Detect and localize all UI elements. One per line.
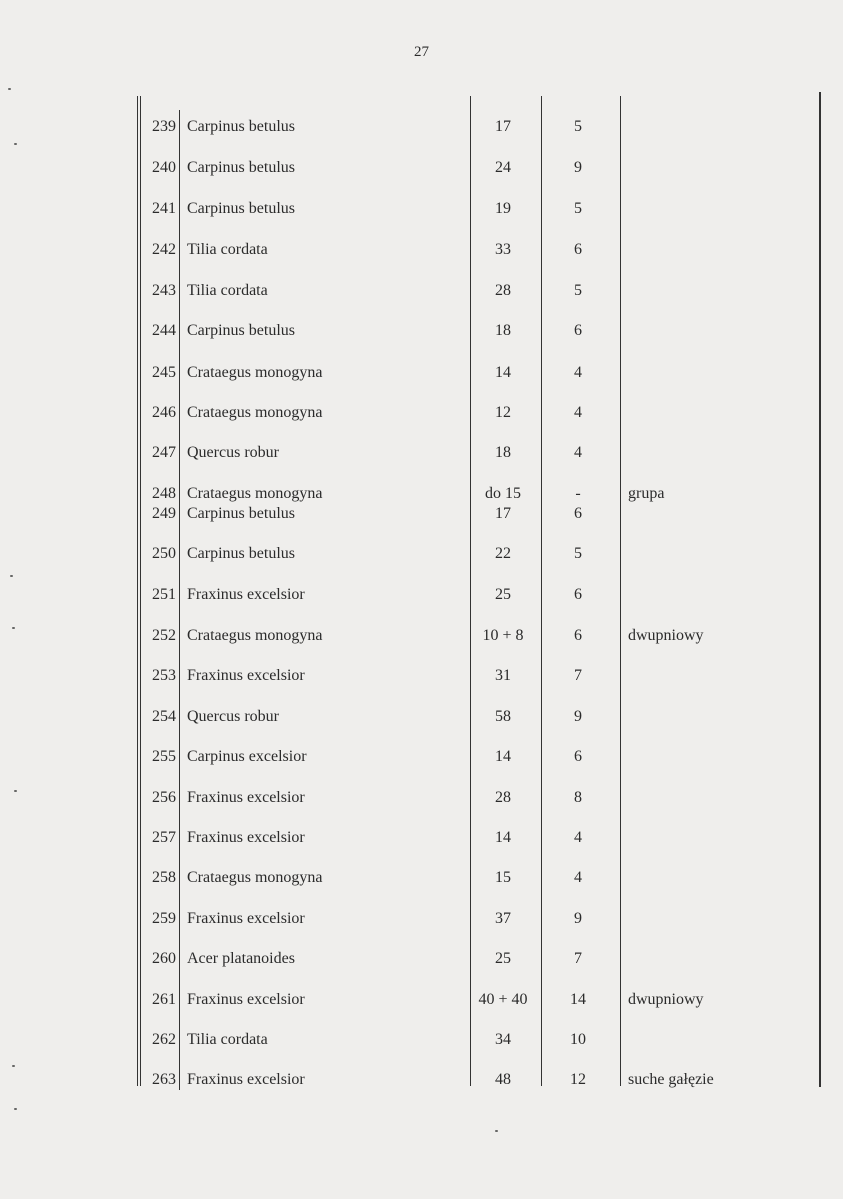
species-name: Fraxinus excelsior <box>187 586 305 603</box>
row-number: 242 <box>152 241 176 258</box>
row-number: 245 <box>152 364 176 381</box>
tree-height: 4 <box>574 869 582 886</box>
scan-speck <box>14 790 17 792</box>
trunk-diameter: 15 <box>495 869 511 886</box>
row-number: 251 <box>152 586 176 603</box>
row-number: 249 <box>152 505 176 522</box>
tree-height: 6 <box>574 748 582 765</box>
scan-speck <box>495 1130 498 1132</box>
trunk-diameter: 37 <box>495 910 511 927</box>
trunk-diameter: 10 + 8 <box>482 627 524 644</box>
tree-height: 5 <box>574 118 582 135</box>
scan-speck <box>12 627 15 629</box>
row-number: 248 <box>152 485 176 502</box>
tree-height: 5 <box>574 200 582 217</box>
scan-speck <box>14 1108 17 1110</box>
trunk-diameter: 12 <box>495 404 511 421</box>
species-name: Tilia cordata <box>187 241 268 258</box>
tree-height: 6 <box>574 505 582 522</box>
remark: grupa <box>628 485 665 502</box>
scan-speck <box>14 143 17 145</box>
species-name: Crataegus monogyna <box>187 627 323 644</box>
tree-height: 4 <box>574 444 582 461</box>
row-number: 263 <box>152 1071 176 1088</box>
species-name: Carpinus excelsior <box>187 748 307 765</box>
scan-speck <box>12 1065 15 1067</box>
row-number: 257 <box>152 829 176 846</box>
species-name: Quercus robur <box>187 708 279 725</box>
tree-height: 6 <box>574 627 582 644</box>
tree-height: 6 <box>574 322 582 339</box>
tree-height: 7 <box>574 950 582 967</box>
tree-height: 12 <box>570 1071 586 1088</box>
scan-speck <box>10 575 13 577</box>
trunk-diameter: 14 <box>495 364 511 381</box>
tree-height: - <box>575 485 581 502</box>
row-number: 243 <box>152 282 176 299</box>
species-name: Fraxinus excelsior <box>187 829 305 846</box>
row-number: 253 <box>152 667 176 684</box>
row-number: 239 <box>152 118 176 135</box>
trunk-diameter: 24 <box>495 159 511 176</box>
trunk-diameter: 19 <box>495 200 511 217</box>
tree-height: 14 <box>570 991 586 1008</box>
scan-speck <box>8 88 11 90</box>
species-name: Tilia cordata <box>187 1031 268 1048</box>
row-number: 241 <box>152 200 176 217</box>
row-number: 262 <box>152 1031 176 1048</box>
tree-height: 5 <box>574 545 582 562</box>
row-number: 261 <box>152 991 176 1008</box>
species-name: Carpinus betulus <box>187 545 295 562</box>
trunk-diameter: 17 <box>495 505 511 522</box>
table-right-border <box>819 92 821 1087</box>
row-number: 254 <box>152 708 176 725</box>
column-divider-height <box>620 96 621 1086</box>
trunk-diameter: 31 <box>495 667 511 684</box>
species-name: Carpinus betulus <box>187 322 295 339</box>
trunk-diameter: 28 <box>495 282 511 299</box>
species-name: Fraxinus excelsior <box>187 1071 305 1088</box>
row-number: 260 <box>152 950 176 967</box>
trunk-diameter: 28 <box>495 789 511 806</box>
species-name: Crataegus monogyna <box>187 404 323 421</box>
trunk-diameter: 18 <box>495 322 511 339</box>
tree-height: 10 <box>570 1031 586 1048</box>
trunk-diameter: 14 <box>495 829 511 846</box>
species-name: Quercus robur <box>187 444 279 461</box>
species-name: Crataegus monogyna <box>187 364 323 381</box>
species-name: Carpinus betulus <box>187 505 295 522</box>
remark: suche gałęzie <box>628 1071 714 1088</box>
row-number: 258 <box>152 869 176 886</box>
column-divider-number <box>179 110 180 1090</box>
trunk-diameter: 40 + 40 <box>478 991 528 1008</box>
trunk-diameter: 14 <box>495 748 511 765</box>
page-number: 27 <box>414 44 429 60</box>
species-name: Acer platanoides <box>187 950 295 967</box>
tree-height: 9 <box>574 910 582 927</box>
remark: dwupniowy <box>628 627 704 644</box>
tree-height: 4 <box>574 404 582 421</box>
species-name: Fraxinus excelsior <box>187 667 305 684</box>
tree-height: 4 <box>574 364 582 381</box>
row-number: 250 <box>152 545 176 562</box>
species-name: Fraxinus excelsior <box>187 991 305 1008</box>
trunk-diameter: 17 <box>495 118 511 135</box>
tree-height: 4 <box>574 829 582 846</box>
row-number: 246 <box>152 404 176 421</box>
row-number: 259 <box>152 910 176 927</box>
species-name: Fraxinus excelsior <box>187 910 305 927</box>
remark: dwupniowy <box>628 991 704 1008</box>
row-number: 240 <box>152 159 176 176</box>
species-name: Fraxinus excelsior <box>187 789 305 806</box>
row-number: 244 <box>152 322 176 339</box>
trunk-diameter: 48 <box>495 1071 511 1088</box>
species-name: Carpinus betulus <box>187 159 295 176</box>
trunk-diameter: 34 <box>495 1031 511 1048</box>
trunk-diameter: 18 <box>495 444 511 461</box>
tree-height: 6 <box>574 241 582 258</box>
trunk-diameter: 58 <box>495 708 511 725</box>
tree-height: 9 <box>574 159 582 176</box>
trunk-diameter: 33 <box>495 241 511 258</box>
species-name: Carpinus betulus <box>187 118 295 135</box>
tree-height: 7 <box>574 667 582 684</box>
tree-height: 6 <box>574 586 582 603</box>
trunk-diameter: do 15 <box>485 485 521 502</box>
species-name: Crataegus monogyna <box>187 485 323 502</box>
row-number: 252 <box>152 627 176 644</box>
species-name: Crataegus monogyna <box>187 869 323 886</box>
tree-height: 9 <box>574 708 582 725</box>
species-name: Tilia cordata <box>187 282 268 299</box>
trunk-diameter: 25 <box>495 586 511 603</box>
row-number: 247 <box>152 444 176 461</box>
row-number: 256 <box>152 789 176 806</box>
trunk-diameter: 25 <box>495 950 511 967</box>
row-number: 255 <box>152 748 176 765</box>
table-left-border <box>137 96 138 1086</box>
species-name: Carpinus betulus <box>187 200 295 217</box>
trunk-diameter: 22 <box>495 545 511 562</box>
tree-height: 5 <box>574 282 582 299</box>
tree-height: 8 <box>574 789 582 806</box>
